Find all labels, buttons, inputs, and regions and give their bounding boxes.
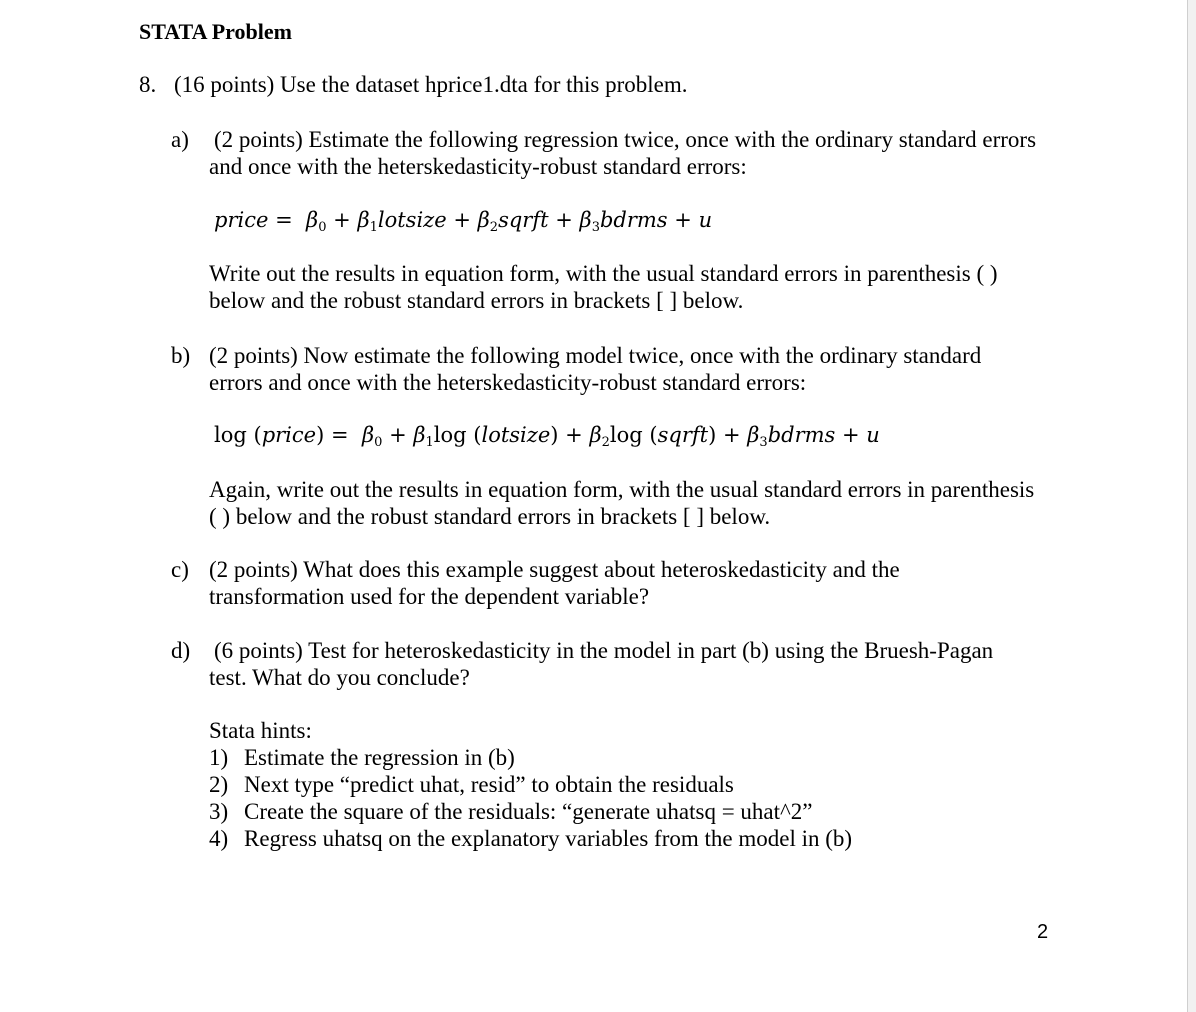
eq-b-lp2: ( bbox=[649, 423, 658, 447]
eq-b-rp1: ) bbox=[550, 423, 559, 447]
part-d-line2: test. What do you conclude? bbox=[209, 665, 470, 690]
part-a-instr1: Write out the results in equation form, with the usual standard errors in parenthesis ( ) bbox=[209, 261, 998, 286]
hint-number: 3) bbox=[209, 799, 229, 824]
part-c-label: c) bbox=[171, 557, 189, 582]
hint-text: Next type “predict uhat, resid” to obtain the residuals bbox=[244, 772, 734, 797]
eq-a-beta2: β bbox=[477, 208, 490, 232]
eq-a-plus4: + bbox=[674, 208, 692, 232]
eq-a-beta0: β bbox=[306, 208, 319, 232]
eq-a-sub1: 1 bbox=[369, 220, 378, 235]
part-a-line1: (2 points) Estimate the following regression twice, once with the ordinary standard errors bbox=[214, 127, 1037, 152]
part-c-line2: transformation used for the dependent variable? bbox=[209, 584, 650, 609]
eq-b-plus3: + bbox=[722, 423, 741, 447]
eq-b-rp0: ) bbox=[316, 423, 325, 447]
eq-b-equals: = bbox=[330, 423, 349, 447]
part-a-instr2: below and the robust standard errors in brackets [ ] below. bbox=[209, 288, 744, 313]
eq-b-lhs: price bbox=[261, 423, 317, 447]
part-a-line2: and once with the heterskedasticity-robust standard errors: bbox=[209, 154, 747, 179]
eq-b-beta1: β bbox=[413, 423, 426, 447]
hint-text: Create the square of the residuals: “generate uhatsq = uhat^2” bbox=[244, 799, 813, 824]
eq-a-var-sqrft: sqrft bbox=[498, 208, 549, 232]
eq-b-log2: log bbox=[609, 423, 643, 447]
eq-a-error: u bbox=[698, 208, 713, 232]
part-d-line1: (6 points) Test for heteroskedasticity in the model in part (b) using the Bruesh-Pagan bbox=[214, 638, 994, 663]
eq-a-var-bdrms: bdrms bbox=[599, 208, 668, 232]
eq-b-var-lotsize: lotsize bbox=[481, 423, 551, 447]
eq-b-log1: log bbox=[433, 423, 467, 447]
eq-a-sub2: 2 bbox=[489, 220, 499, 235]
eq-b-beta2: β bbox=[589, 423, 602, 447]
part-a-label: a) bbox=[171, 127, 189, 152]
eq-b-var-sqrft: sqrft bbox=[657, 423, 709, 447]
eq-b-plus4: + bbox=[842, 423, 860, 447]
eq-b-sub3: 3 bbox=[759, 435, 768, 450]
eq-a-sub3: 3 bbox=[591, 220, 600, 235]
eq-a-plus2: + bbox=[453, 208, 471, 232]
page-number: 2 bbox=[1037, 921, 1049, 943]
eq-a-beta3: β bbox=[579, 208, 592, 232]
eq-a-var-lotsize: lotsize bbox=[377, 208, 447, 232]
question-number: 8. bbox=[139, 72, 157, 97]
part-b-instr2: ( ) below and the robust standard errors in brackets [ ] below. bbox=[209, 504, 771, 529]
eq-a-sub0: 0 bbox=[318, 220, 327, 235]
part-c-line1: (2 points) What does this example suggest about heteroskedasticity and the bbox=[209, 557, 900, 582]
page-edge bbox=[1187, 0, 1196, 1012]
hint-text: Regress uhatsq on the explanatory variables from the model in (b) bbox=[244, 826, 853, 851]
eq-b-rp2: ) bbox=[708, 423, 717, 447]
part-b-line2: errors and once with the heterskedasticity-robust standard errors: bbox=[209, 370, 807, 395]
eq-a-beta1: β bbox=[357, 208, 370, 232]
hint-number: 1) bbox=[209, 745, 229, 770]
page-title: STATA Problem bbox=[139, 19, 292, 44]
eq-b-sub2: 2 bbox=[601, 435, 610, 450]
eq-b-lp1: ( bbox=[473, 423, 482, 447]
eq-b-beta3: β bbox=[747, 423, 760, 447]
eq-a-plus1: + bbox=[333, 208, 351, 232]
eq-b-lp0: ( bbox=[253, 423, 262, 447]
equation-a bbox=[214, 207, 712, 241]
part-b-line1: (2 points) Now estimate the following model twice, once with the ordinary standard bbox=[209, 343, 982, 368]
eq-b-sub0: 0 bbox=[374, 435, 383, 450]
eq-a-plus3: + bbox=[555, 208, 573, 232]
stata-hints-title: Stata hints: bbox=[209, 718, 312, 743]
equation-b bbox=[214, 422, 880, 456]
eq-b-plus1: + bbox=[389, 423, 407, 447]
eq-b-error: u bbox=[866, 423, 880, 447]
eq-b-log-lhs: log bbox=[214, 423, 247, 447]
eq-b-sub1: 1 bbox=[425, 435, 434, 450]
part-b-label: b) bbox=[171, 343, 191, 368]
hint-text: Estimate the regression in (b) bbox=[244, 745, 515, 770]
part-b-instr1: Again, write out the results in equation form, with the usual standard errors in parenthesis bbox=[209, 477, 1035, 502]
eq-a-lhs: price bbox=[214, 208, 269, 232]
hint-number: 4) bbox=[209, 826, 229, 851]
part-d-label: d) bbox=[171, 638, 191, 663]
eq-a-equals: = bbox=[275, 208, 293, 232]
eq-b-beta0: β bbox=[361, 423, 375, 447]
hint-number: 2) bbox=[209, 772, 229, 797]
eq-b-plus2: + bbox=[565, 423, 583, 447]
eq-b-var-bdrms: bdrms bbox=[767, 423, 836, 447]
question-text: (16 points) Use the dataset hprice1.dta for this problem. bbox=[174, 72, 688, 97]
